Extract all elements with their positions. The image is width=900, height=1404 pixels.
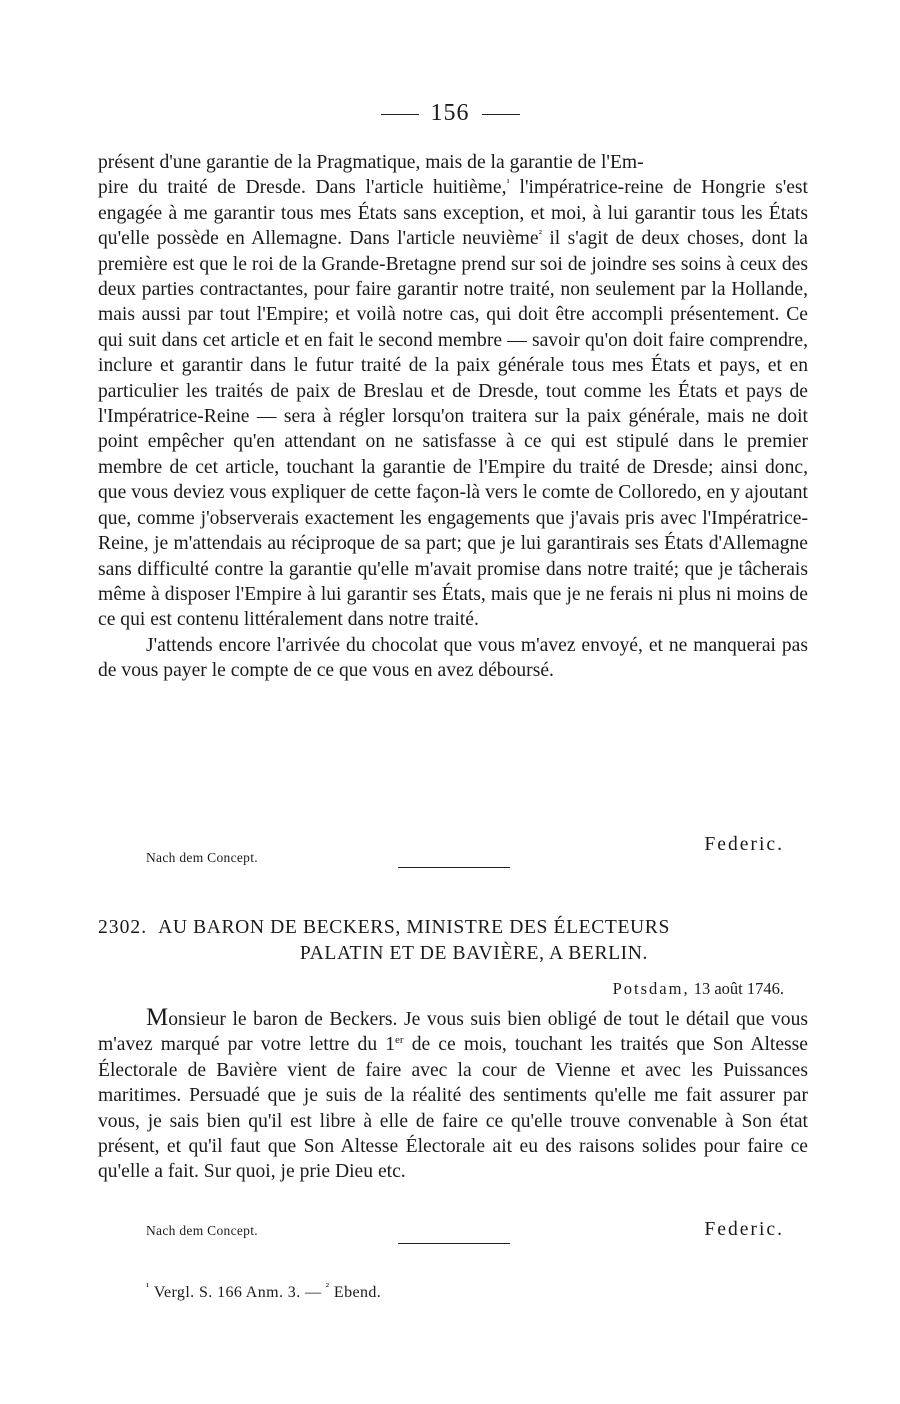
letter-2302-body <box>98 1005 808 1185</box>
signature-2: Federic. <box>704 1219 784 1240</box>
page-header <box>0 100 900 127</box>
footnote-text-2: Ebend. <box>329 1284 382 1301</box>
heading-line-1: AU BARON DE BECKERS, MINISTRE DES ÉLECTEURS <box>158 917 670 938</box>
paragraph-2: J'attends encore l'arrivée du chocolat que vous m'avez envoyé, et ne manquerai pas de vous payer le compte de ce que vous en avez déboursé. <box>98 634 808 682</box>
paragraph-1: présent d'une garantie de la Pragmatique, mais de la garantie de l'Em- pire du traité de Dresde. Dans l'article huitième,$^{^1}$ l'impératrice-reine de Hongrie s'est engagée à me garantir tous mes États sans exception, et moi, à lui garantir tous les États qu'elle possède en Allemagne. Dans l'article neuvième$^{^2}$ il s'agit de deux choses, dont la première est que le roi de la Grande-Bretagne prend sur soi de joindre ses soins à ceux des deux parties contractantes, pour faire garantir notre traité, non seulement par la Hollande, mais aussi par tout l'Empire; et voilà notre cas, qui doit être accompli présentement. Ce qui suit dans cet article et en fait le second membre — savoir qu'on doit faire comprendre, inclure et garantir dans le futur traité de la paix générale tous mes États et pays, et en particulier les traités de paix de Breslau et de Dresde, tout comme les États et pays de l'Impératrice-Reine — sera à régler lorsqu'on traitera sur la paix générale, mais ne doit point empêcher qu'en attendant on ne satisfasse à ce qui est stipulé dans le premier membre de cet article, touchant la garantie de l'Empire du traité de Dresde; ainsi donc, que vous deviez vous expliquer de cette façon-là vers le comte de Colloredo, en y ajoutant que, comme j'observerais exactement les engagements que j'avais pris avec l'Impératrice-Reine, je m'attendais au réciproque de sa part; que je lui garantirais ses États d'Allemagne sans difficulté contre la garantie qu'elle m'avait promise dans notre traité; que je tâcherais même à disposer l'Empire à lui garantir ses États, mais que je ne ferais ni plus ni moins de ce qui est contenu littéralement dans notre traité. <box>98 152 808 631</box>
footnote-ref-1: ¹ <box>506 177 510 190</box>
footnote-ref-2: ² <box>538 228 542 241</box>
header-dash-left <box>381 114 419 115</box>
superscript-er: er <box>395 1034 404 1047</box>
divider-1 <box>398 867 510 868</box>
footnote-text-1: Vergl. S. 166 Anm. 3. — <box>149 1284 326 1301</box>
letter-body-continued <box>98 150 808 684</box>
footnotes <box>146 1281 382 1302</box>
divider-2 <box>398 1243 510 1244</box>
letter-number: 2302. <box>98 917 148 938</box>
header-dash-right <box>482 114 520 115</box>
page-number: 156 <box>430 100 470 126</box>
letter-heading <box>98 915 810 967</box>
heading-line-2: PALATIN ET DE BAVIÈRE, A BERLIN. <box>299 943 649 964</box>
letter-2302-paragraph: Monsieur le baron de Beckers. Je vous suis bien obligé de tout le détail que vous m'avez marqué par votre lettre du 1er de ce mois, touchant les traités que Son Altesse Électorale de Bavière vient de faire avec la cour de Vienne et avec les Puissances maritimes. Persuadé que je suis de la réalité des sentiments qu'elle me fait assurer par vous, je sais bien qu'il est libre à elle de faire ce qu'elle trouve convenable à Son état présent, et qu'il faut que Son Altesse Électorale ait eu des raisons solides pour faire ce qu'elle a fait. Sur quoi, je prie Dieu etc. <box>98 1004 809 1183</box>
source-note-2: Nach dem Concept. <box>146 1223 258 1238</box>
footnote-mark-1: ¹ <box>146 1281 150 1293</box>
date-value: 13 août 1746. <box>693 979 784 998</box>
initial-letter: M <box>146 1004 169 1031</box>
date-place: Potsdam, <box>612 979 690 998</box>
date-line <box>613 979 784 999</box>
footnote-mark-2: ² <box>325 1281 330 1293</box>
source-note-1: Nach dem Concept. <box>146 850 258 865</box>
signature-1: Federic. <box>704 834 784 855</box>
